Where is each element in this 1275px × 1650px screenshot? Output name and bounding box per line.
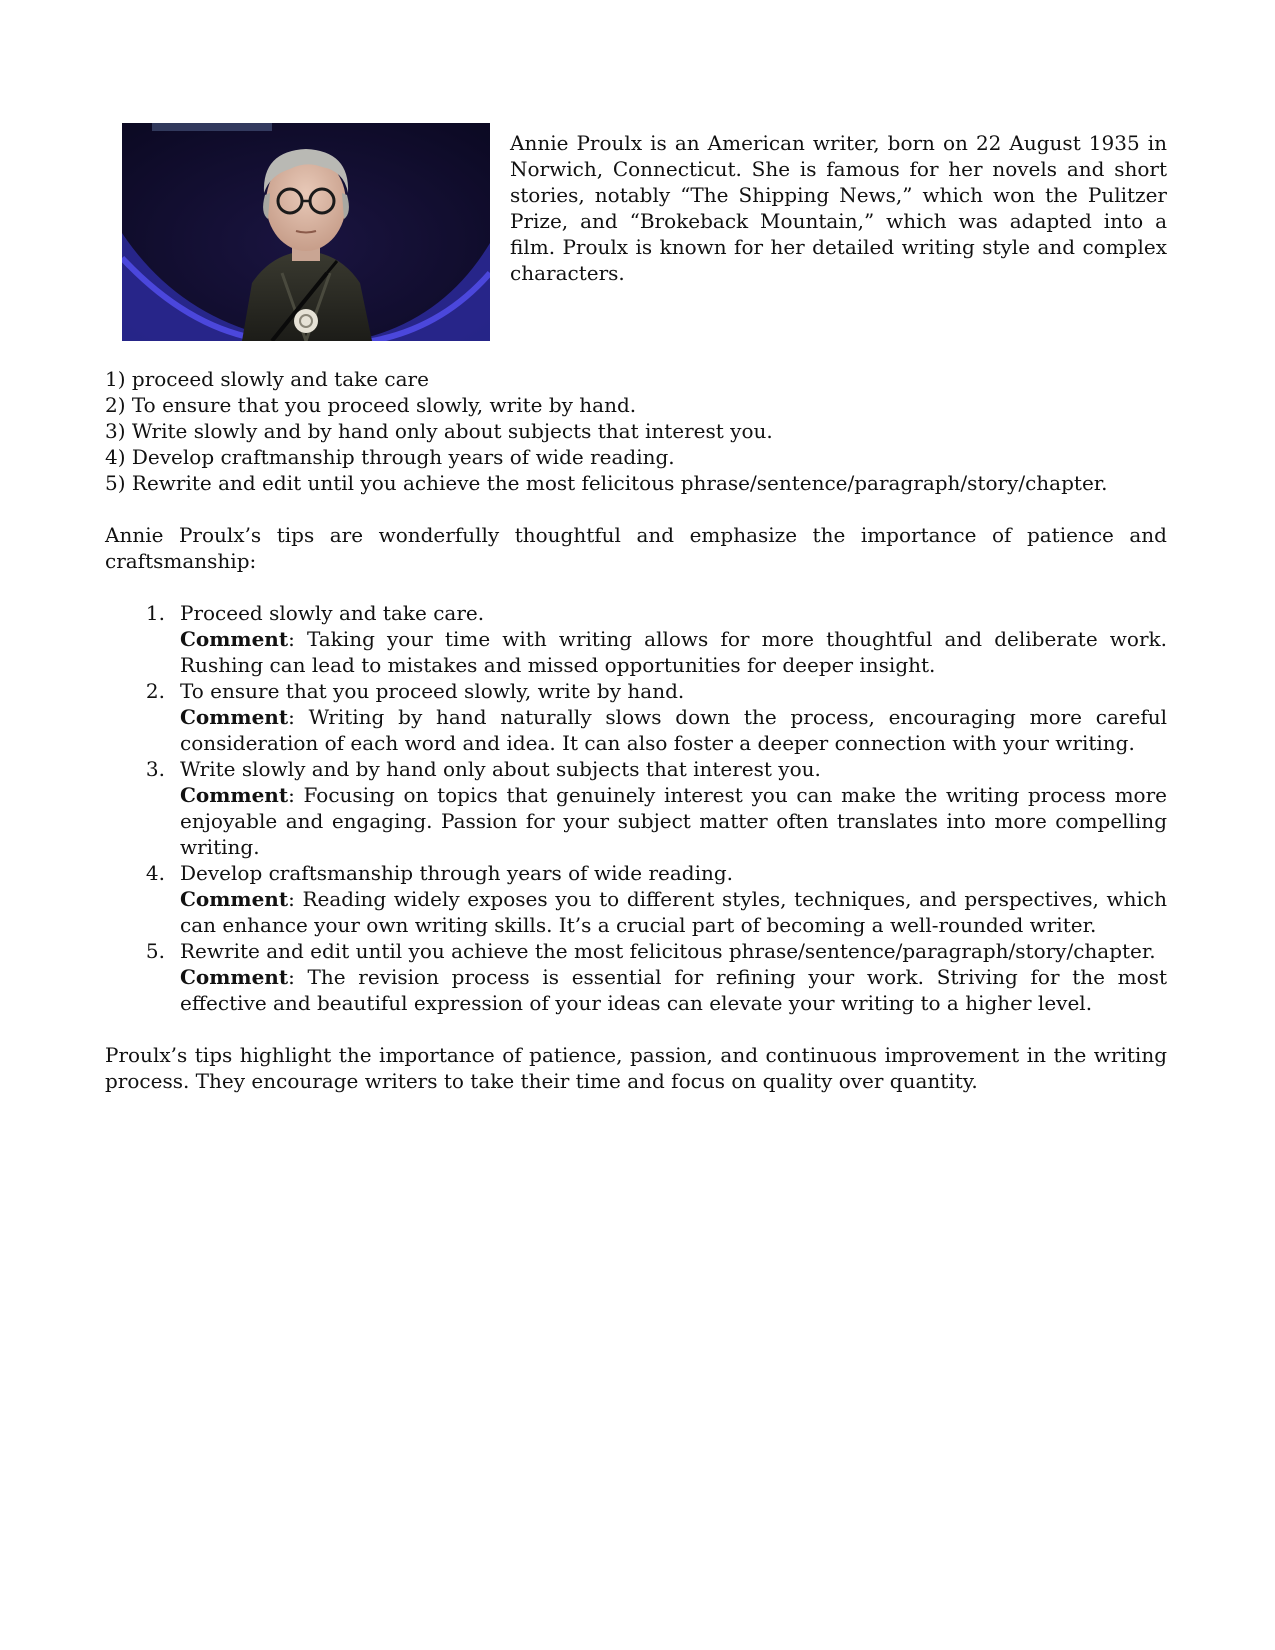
author-bio: Annie Proulx is an American writer, born on 22 August 1935 in Norwich, Connecticut. She is famous for her novels and short stories, notably “The Shipping News,” which won the Pulitzer Prize, and “Brokeback Mountain,” which was adapted into a film. Proulx is known for her detailed writing style and complex characters. [510, 131, 1167, 285]
comment-text: : The revision process is essential for refining your work. Striving for the most effective and beautiful expression of your ideas can elevate your writing to a higher level. [180, 965, 1167, 1015]
comment-text: : Writing by hand naturally slows down the process, encouraging more careful consideration of each word and idea. It can also foster a deeper connection with your writing. [180, 705, 1167, 755]
comment-label: Comment [180, 887, 289, 911]
list-number: 1. [145, 601, 165, 625]
tip-comment [180, 704, 1167, 756]
list-number: 2. [145, 679, 165, 703]
commented-tip-item [105, 938, 1167, 1016]
list-number: 5. [145, 939, 165, 963]
tip-text: Proceed slowly and take care. [180, 601, 485, 625]
tip-item: 5) Rewrite and edit until you achieve the most felicitous phrase/sentence/paragraph/story/chapter. [105, 471, 1108, 495]
tip-comment [180, 626, 1167, 678]
tip-text: Develop craftsmanship through years of wide reading. [180, 861, 734, 885]
list-number: 4. [145, 861, 165, 885]
commented-tip-item [105, 756, 1167, 860]
tip-text: Write slowly and by hand only about subjects that interest you. [180, 757, 821, 781]
tip-comment [180, 782, 1167, 860]
closing-paragraph: Proulx’s tips highlight the importance of patience, passion, and continuous improvement in the writing process. They encourage writers to take their time and focus on quality over quantity. [105, 1043, 1167, 1093]
comment-label: Comment [180, 783, 289, 807]
comment-label: Comment [180, 965, 289, 989]
author-portrait-image [122, 123, 490, 341]
tip-text: To ensure that you proceed slowly, write by hand. [180, 679, 685, 703]
author-photo [122, 123, 490, 341]
tip-text: Rewrite and edit until you achieve the most felicitous phrase/sentence/paragraph/story/chapter. [180, 939, 1156, 963]
commented-tip-item [105, 860, 1167, 938]
tip-comment [180, 886, 1167, 938]
commented-tip-item [105, 600, 1167, 678]
comment-label: Comment [180, 627, 289, 651]
comment-text: : Focusing on topics that genuinely interest you can make the writing process more enjoyable and engaging. Passion for your subject matter often translates into more compelling writing. [180, 783, 1167, 859]
tip-comment [180, 964, 1167, 1016]
list-number: 3. [145, 757, 165, 781]
commented-tips-list [105, 600, 1167, 1016]
comment-text: : Reading widely exposes you to different styles, techniques, and perspectives, which can enhance your own writing skills. It’s a crucial part of becoming a well-rounded writer. [180, 887, 1167, 937]
tip-item: 4) Develop craftmanship through years of wide reading. [105, 445, 675, 469]
tips-list [105, 366, 1175, 496]
comment-label: Comment [180, 705, 289, 729]
tip-item: 1) proceed slowly and take care [105, 367, 429, 391]
comment-text: : Taking your time with writing allows for more thoughtful and deliberate work. Rushing can lead to mistakes and missed opportunities for deeper insight. [180, 627, 1167, 677]
tip-item: 2) To ensure that you proceed slowly, write by hand. [105, 393, 637, 417]
commented-tip-item [105, 678, 1167, 756]
tip-item: 3) Write slowly and by hand only about subjects that interest you. [105, 419, 773, 443]
intro-paragraph: Annie Proulx’s tips are wonderfully thoughtful and emphasize the importance of patience and craftsmanship: [105, 523, 1167, 573]
